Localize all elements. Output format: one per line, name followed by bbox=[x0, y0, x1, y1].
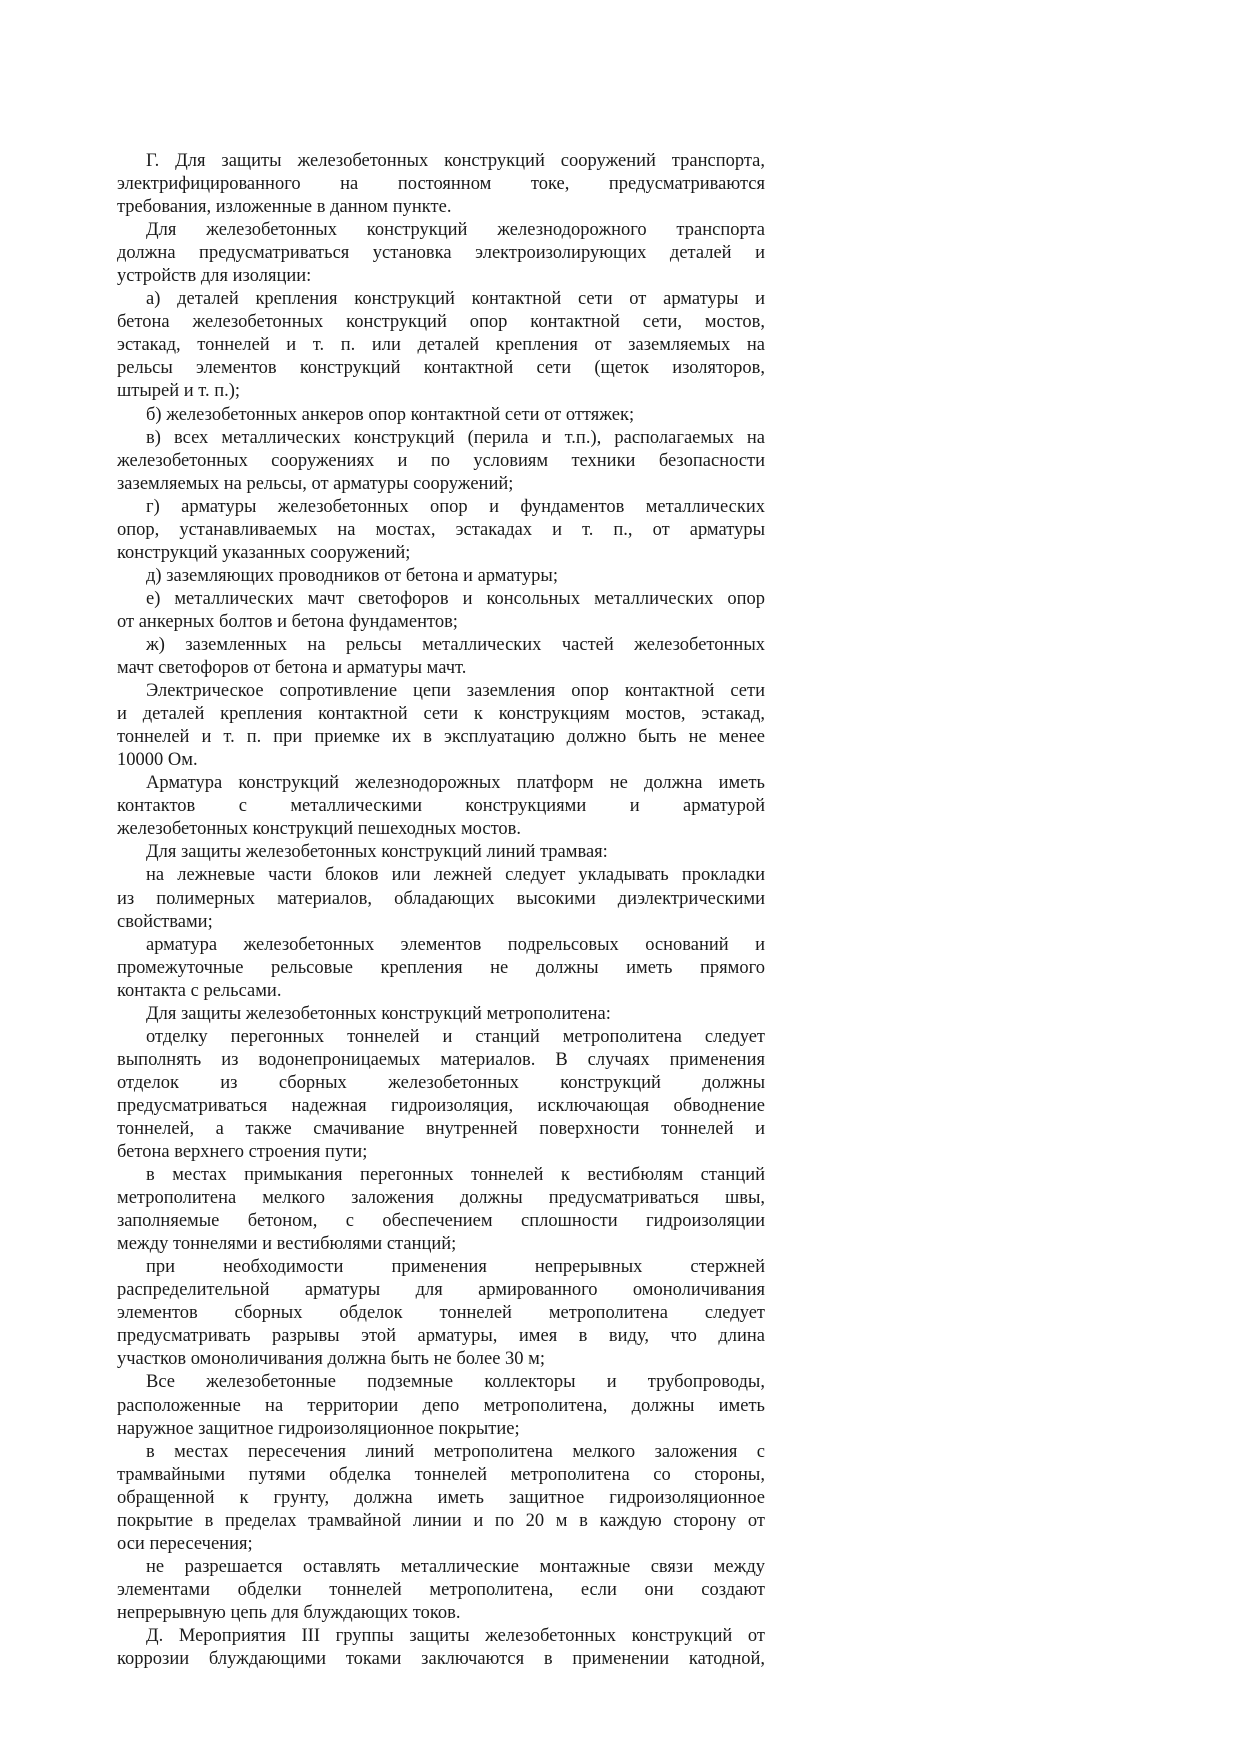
text-line: Д. Мероприятия III группы защиты железобетонных конструкций от bbox=[146, 1626, 765, 1646]
text-line: Арматура конструкций железнодорожных платформ не должна иметь bbox=[146, 773, 765, 794]
text-line: штырей и т. п.); bbox=[117, 381, 241, 402]
text-line: коррозии блуждающими токами заключаются в применении катодной, bbox=[117, 1649, 765, 1670]
text-line: расположенные на территории депо метрополитена, должны иметь bbox=[117, 1395, 765, 1416]
paragraph-item-b bbox=[117, 404, 765, 427]
text-line: должна предусматриваться установка электроизолирующих деталей и bbox=[117, 243, 765, 264]
text-line: бетона железобетонных конструкций опор контактной сети, мостов, bbox=[117, 312, 765, 333]
text-line: от анкерных болтов и бетона фундаментов; bbox=[117, 611, 458, 632]
paragraph-metro-2 bbox=[117, 1164, 765, 1256]
text-line: устройств для изоляции: bbox=[117, 266, 312, 287]
text-line: арматура железобетонных элементов подрельсовых оснований и bbox=[146, 934, 765, 955]
paragraph-item-d bbox=[117, 565, 765, 588]
text-line: участков омоноличивания должна быть не более 30 м; bbox=[117, 1349, 546, 1370]
text-line: непрерывную цепь для блуждающих токов. bbox=[117, 1602, 461, 1623]
paragraph-metro-6 bbox=[117, 1556, 765, 1625]
text-line: тоннелей, а также смачивание внутренней поверхности тоннелей и bbox=[117, 1118, 765, 1139]
text-line: Для защиты железобетонных конструкций метрополитена: bbox=[146, 1003, 611, 1024]
text-line: мачт светофоров от бетона и арматуры мачт. bbox=[117, 658, 467, 679]
text-line: а) деталей крепления конструкций контактной сети от арматуры и bbox=[146, 289, 765, 310]
text-line: в местах пересечения линий метрополитена мелкого заложения с bbox=[146, 1441, 765, 1462]
text-line: предусматриваться надежная гидроизоляция, исключающая обводнение bbox=[117, 1095, 765, 1116]
text-line: элементами обделки тоннелей метрополитена, если они создают bbox=[117, 1579, 765, 1600]
text-line: тоннелей и т. п. при приемке их в эксплуатацию должно быть не менее bbox=[117, 727, 765, 748]
text-line: выполнять из водонепроницаемых материалов. В случаях применения bbox=[117, 1049, 765, 1070]
text-line: требования, изложенные в данном пункте. bbox=[117, 197, 452, 218]
text-line: при необходимости применения непрерывных стержней bbox=[146, 1257, 765, 1278]
text-line: на лежневые части блоков или лежней следует укладывать прокладки bbox=[146, 865, 765, 886]
text-line: метрополитена мелкого заложения должны предусматриваться швы, bbox=[117, 1188, 765, 1209]
text-line: свойствами; bbox=[117, 911, 213, 932]
paragraph-rail-intro bbox=[117, 219, 765, 288]
text-line: опор, устанавливаемых на мостах, эстакадах и т. п., от арматуры bbox=[117, 519, 765, 540]
paragraph-g-intro bbox=[117, 150, 765, 219]
paragraph-metro-1 bbox=[117, 1026, 765, 1164]
text-line: не разрешается оставлять металлические монтажные связи между bbox=[146, 1556, 765, 1577]
text-line: наружное защитное гидроизоляционное покрытие; bbox=[117, 1418, 520, 1439]
text-line: б) железобетонных анкеров опор контактной сети от оттяжек; bbox=[146, 404, 635, 425]
text-line: Все железобетонные подземные коллекторы и трубопроводы, bbox=[146, 1372, 765, 1393]
text-line: эстакад, тоннелей и т. п. или деталей крепления от заземляемых на bbox=[117, 335, 765, 356]
paragraph-metro-4 bbox=[117, 1371, 765, 1440]
text-line: из полимерных материалов, обладающих высокими диэлектрическими bbox=[117, 888, 765, 909]
paragraph-platforms bbox=[117, 772, 765, 841]
text-line: заполняемые бетоном, с обеспечением сплошности гидроизоляции bbox=[117, 1211, 765, 1232]
text-line: отделку перегонных тоннелей и станций метрополитена следует bbox=[146, 1026, 765, 1047]
text-line: заземляемых на рельсы, от арматуры сооружений; bbox=[117, 473, 514, 494]
paragraph-d-measures bbox=[117, 1625, 765, 1671]
paragraph-item-a bbox=[117, 288, 765, 403]
text-line: в) всех металлических конструкций (перила и т.п.), располагаемых на bbox=[146, 427, 765, 448]
text-line: конструкций указанных сооружений; bbox=[117, 542, 411, 563]
document-page bbox=[117, 150, 765, 1671]
paragraph-resistance bbox=[117, 680, 765, 772]
text-line: ж) заземленных на рельсы металлических частей железобетонных bbox=[146, 634, 765, 655]
paragraph-item-v bbox=[117, 427, 765, 496]
text-line: Для защиты железобетонных конструкций линий трамвая: bbox=[146, 842, 608, 863]
text-line: 10000 Ом. bbox=[117, 750, 198, 771]
text-line: промежуточные рельсовые крепления не должны иметь прямого bbox=[117, 957, 765, 978]
text-line: контактов с металлическими конструкциями и арматурой bbox=[117, 796, 765, 817]
paragraph-metro-3 bbox=[117, 1256, 765, 1371]
text-line: железобетонных конструкций пешеходных мостов. bbox=[117, 819, 522, 840]
paragraph-tram-1 bbox=[117, 864, 765, 933]
text-line: трамвайными путями обделка тоннелей метрополитена со стороны, bbox=[117, 1464, 765, 1485]
text-line: рельсы элементов конструкций контактной сети (щеток изоляторов, bbox=[117, 358, 765, 379]
text-line: бетона верхнего строения пути; bbox=[117, 1142, 368, 1163]
text-line: контакта с рельсами. bbox=[117, 980, 282, 1001]
text-line: распределительной арматуры для армированного омоноличивания bbox=[117, 1280, 765, 1301]
text-line: элементов сборных обделок тоннелей метрополитена следует bbox=[117, 1303, 765, 1324]
paragraph-metro-5 bbox=[117, 1441, 765, 1556]
text-line: отделок из сборных железобетонных конструкций должны bbox=[117, 1072, 765, 1093]
paragraph-tram-2 bbox=[117, 934, 765, 1003]
paragraph-metro-intro bbox=[117, 1003, 765, 1026]
text-line: Г. Для защиты железобетонных конструкций сооружений транспорта, bbox=[146, 151, 765, 171]
text-line: покрытие в пределах трамвайной линии и по 20 м в каждую сторону от bbox=[117, 1510, 765, 1531]
paragraph-item-e bbox=[117, 588, 765, 634]
text-line: д) заземляющих проводников от бетона и арматуры; bbox=[146, 565, 558, 586]
text-line: оси пересечения; bbox=[117, 1533, 253, 1554]
text-line: между тоннелями и вестибюлями станций; bbox=[117, 1234, 457, 1255]
text-line: электрифицированного на постоянном токе, предусматриваются bbox=[117, 174, 765, 195]
text-line: Электрическое сопротивление цепи заземления опор контактной сети bbox=[146, 681, 765, 702]
paragraph-item-zh bbox=[117, 634, 765, 680]
paragraph-item-g bbox=[117, 496, 765, 565]
text-line: е) металлических мачт светофоров и консольных металлических опор bbox=[146, 588, 765, 609]
paragraph-tram-intro bbox=[117, 841, 765, 864]
text-line: предусматривать разрывы этой арматуры, имея в виду, что длина bbox=[117, 1326, 765, 1347]
text-line: и деталей крепления контактной сети к конструкциям мостов, эстакад, bbox=[117, 704, 765, 725]
text-line: железобетонных сооружениях и по условиям техники безопасности bbox=[117, 450, 765, 471]
text-line: обращенной к грунту, должна иметь защитное гидроизоляционное bbox=[117, 1487, 765, 1508]
text-line: в местах примыкания перегонных тоннелей к вестибюлям станций bbox=[146, 1165, 765, 1186]
text-line: г) арматуры железобетонных опор и фундаментов металлических bbox=[146, 496, 765, 517]
text-line: Для железобетонных конструкций железнодорожного транспорта bbox=[146, 220, 765, 241]
